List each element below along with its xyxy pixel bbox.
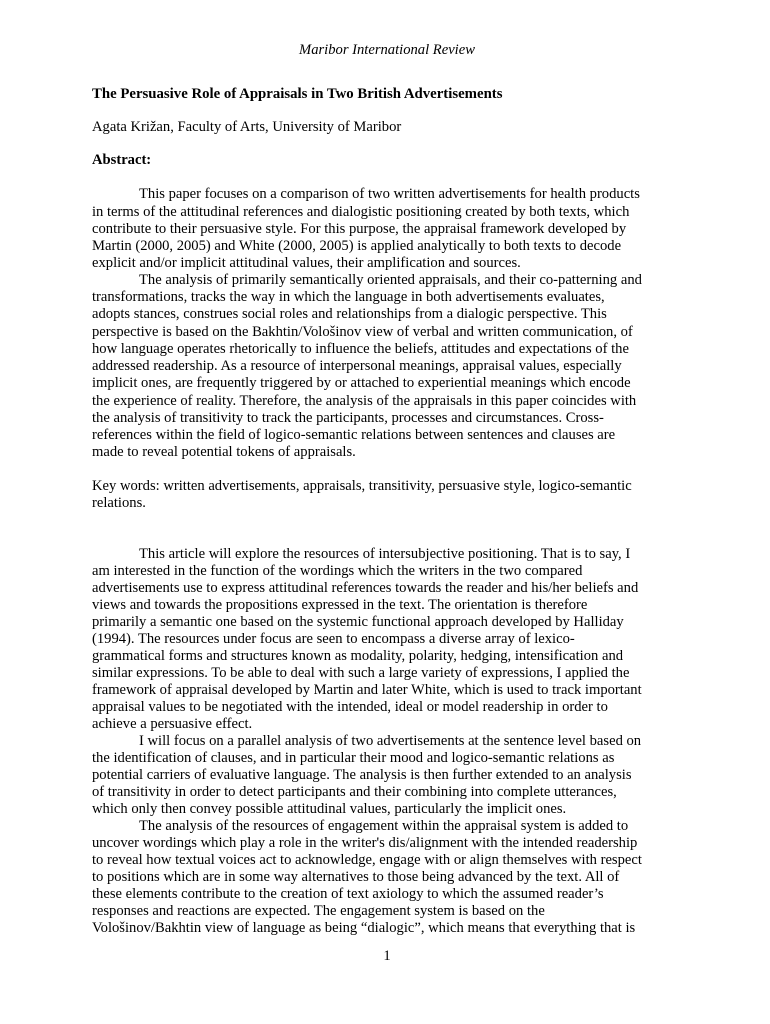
body-line: to reveal how textual voices act to acknowledge, engage with or align themselves with respect bbox=[92, 852, 642, 868]
body-line: appraisal values to be negotiated with the intended, ideal or model readership in order to bbox=[92, 699, 608, 715]
body-line: responses and reactions are expected. The engagement system is based on the bbox=[92, 903, 545, 919]
abstract-line: references within the field of logico-semantic relations between sentences and clauses are bbox=[92, 427, 616, 443]
body-line: achieve a persuasive effect. bbox=[92, 716, 253, 732]
abstract-line: Martin (2000, 2005) and White (2000, 2005) is applied analytically to both texts to decode bbox=[92, 238, 622, 254]
keywords-line: relations. bbox=[92, 495, 146, 511]
body-line: This article will explore the resources of intersubjective positioning. That is to say, I bbox=[139, 546, 631, 562]
body-line: views and towards the propositions expressed in the text. The orientation is therefore bbox=[92, 597, 588, 613]
paper-page bbox=[92, 0, 682, 1024]
body-line: framework of appraisal developed by Martin and later White, which is used to track important bbox=[92, 682, 642, 698]
abstract-line: the analysis of transitivity to track the participants, processes and circumstances. Cross- bbox=[92, 410, 604, 426]
abstract-line: in terms of the attitudinal references and dialogistic positioning created by both texts, which bbox=[92, 204, 630, 220]
abstract-heading: Abstract: bbox=[92, 152, 152, 168]
body-line: am interested in the function of the wordings which the writers in the two compared bbox=[92, 563, 583, 579]
body-line: the identification of clauses, and in particular their mood and logico-semantic relations as bbox=[92, 750, 615, 766]
body-line: grammatical forms and structures known as modality, polarity, hedging, intensification and bbox=[92, 648, 624, 664]
body-line: Vološinov/Bakhtin view of language as being “dialogic”, which means that everything that is bbox=[92, 920, 636, 936]
abstract-line: addressed readership. As a resource of interpersonal meanings, appraisal values, especially bbox=[92, 358, 622, 374]
body-line: these elements contribute to the creation of text axiology to which the assumed reader’s bbox=[92, 886, 604, 902]
abstract-line: transformations, tracks the way in which the language in both advertisements evaluates, bbox=[92, 289, 605, 305]
body-line: of transitivity in order to detect participants and their combining into complete utterances, bbox=[92, 784, 617, 800]
body-line: to positions which are in some way alternatives to those being advanced by the text. All of bbox=[92, 869, 620, 885]
abstract-line: perspective is based on the Bakhtin/Vološinov view of verbal and written communication, of bbox=[92, 324, 633, 340]
page-number: 1 bbox=[383, 948, 391, 964]
paper-title: The Persuasive Role of Appraisals in Two British Advertisements bbox=[92, 86, 503, 102]
abstract-line: implicit ones, are frequently triggered by or attached to experiential meanings which encode bbox=[92, 375, 631, 391]
keywords-line: Key words: written advertisements, appraisals, transitivity, persuasive style, logico-semantic bbox=[92, 478, 632, 494]
abstract-line: how language operates rhetorically to influence the beliefs, attitudes and expectations of the bbox=[92, 341, 629, 357]
body-line: which only then convey possible attitudinal values, particularly the implicit ones. bbox=[92, 801, 567, 817]
body-line: primarily a semantic one based on the systemic functional approach developed by Halliday bbox=[92, 614, 624, 630]
abstract-line: contribute to their persuasive style. For this purpose, the appraisal framework developed by bbox=[92, 221, 627, 237]
abstract-line: adopts stances, construes social roles and relationships from a dialogic perspective. This bbox=[92, 306, 607, 322]
abstract-line: made to reveal potential tokens of appraisals. bbox=[92, 444, 356, 460]
abstract-line: the experience of reality. Therefore, the analysis of the appraisals in this paper coincides with bbox=[92, 393, 637, 409]
body-line: advertisements use to express attitudinal references towards the reader and his/her beliefs and bbox=[92, 580, 639, 596]
body-line: uncover wordings which play a role in the writer's dis/alignment with the intended readership bbox=[92, 835, 638, 851]
body-line: I will focus on a parallel analysis of two advertisements at the sentence level based on bbox=[139, 733, 642, 749]
body-line: similar expressions. To be able to deal with such a large variety of expressions, I applied the bbox=[92, 665, 630, 681]
abstract-line: explicit and/or implicit attitudinal values, their amplification and sources. bbox=[92, 255, 521, 271]
author-affiliation: Agata Križan, Faculty of Arts, University of Maribor bbox=[92, 119, 402, 135]
body-line: (1994). The resources under focus are seen to encompass a diverse array of lexico- bbox=[92, 631, 575, 647]
body-line: The analysis of the resources of engagement within the appraisal system is added to bbox=[139, 818, 629, 834]
body-line: potential carriers of evaluative language. The analysis is then further extended to an analysis bbox=[92, 767, 632, 783]
abstract-line: The analysis of primarily semantically oriented appraisals, and their co-patterning and bbox=[139, 272, 642, 288]
abstract-line: This paper focuses on a comparison of two written advertisements for health products bbox=[139, 186, 640, 202]
running-header: Maribor International Review bbox=[299, 42, 475, 58]
